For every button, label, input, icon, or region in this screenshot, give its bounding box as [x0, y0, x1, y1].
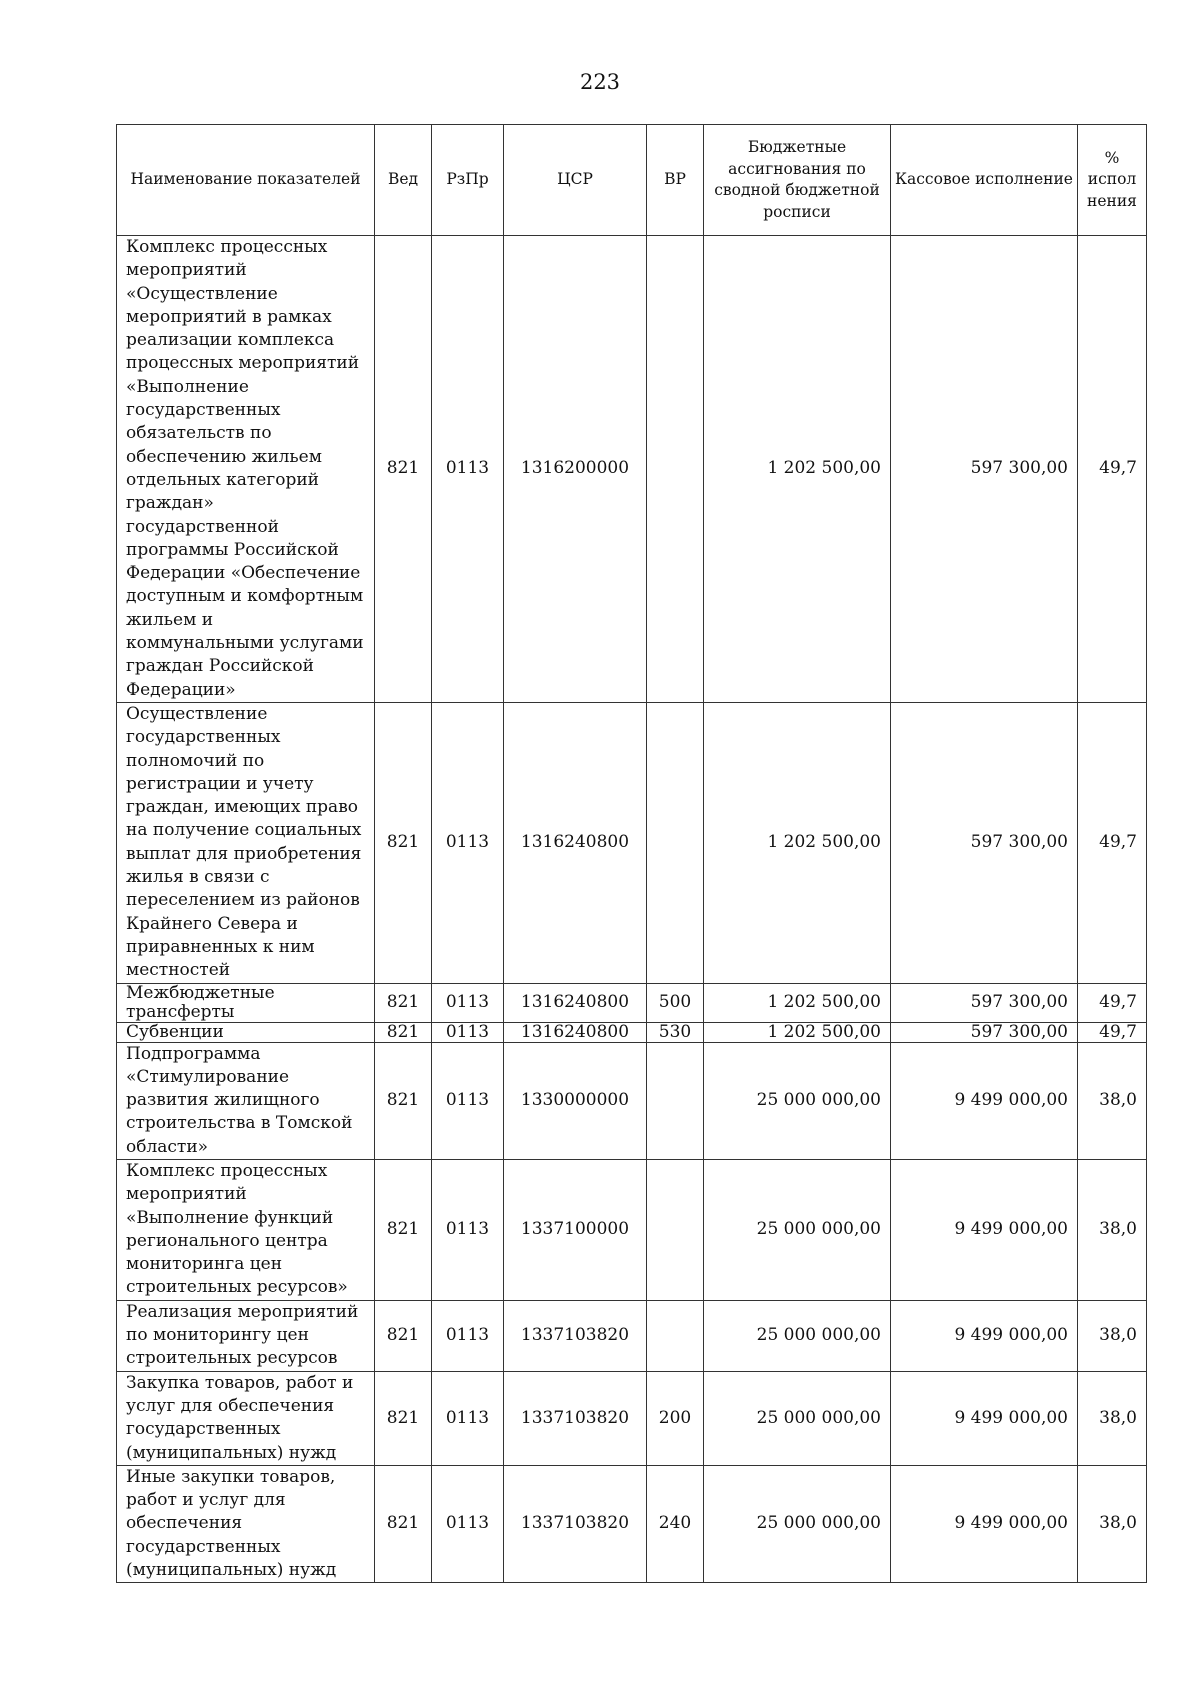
row-csr: 1330000000 — [504, 1042, 647, 1159]
header-vr: ВР — [647, 125, 704, 236]
table-row — [117, 1371, 1147, 1465]
row-rzpr: 0113 — [432, 1371, 504, 1465]
header-csr: ЦСР — [504, 125, 647, 236]
row-percent: 38,0 — [1078, 1465, 1147, 1582]
row-budget: 25 000 000,00 — [704, 1465, 891, 1582]
row-ved: 821 — [375, 1300, 432, 1371]
table-row — [117, 1300, 1147, 1371]
row-rzpr: 0113 — [432, 1159, 504, 1300]
row-csr: 1337103820 — [504, 1371, 647, 1465]
row-rzpr: 0113 — [432, 1300, 504, 1371]
header-budget: Бюджетные ассигнования по сводной бюджетной росписи — [704, 125, 891, 236]
row-ved: 821 — [375, 1022, 432, 1042]
row-name: Подпрограмма «Стимулирование развития жилищного строительства в Томской области» — [117, 1042, 375, 1159]
row-vr: 200 — [647, 1371, 704, 1465]
row-cash: 597 300,00 — [891, 1022, 1078, 1042]
row-budget: 25 000 000,00 — [704, 1159, 891, 1300]
row-vr — [647, 702, 704, 983]
row-name: Комплекс процессных мероприятий «Осуществление мероприятий в рамках реализации комплекса процессных мероприятий «Выполнение государственных обязательств по обеспечению жильем отдельных категорий граждан» государственной программы Российской Федерации «Обеспечение доступным и комфортным жильем и коммунальными услугами граждан Российской Федерации» — [117, 236, 375, 703]
header-cash: Кассовое исполнение — [891, 125, 1078, 236]
row-csr: 1316240800 — [504, 1022, 647, 1042]
row-ved: 821 — [375, 702, 432, 983]
row-rzpr: 0113 — [432, 983, 504, 1022]
row-name: Реализация мероприятий по мониторингу цен строительных ресурсов — [117, 1300, 375, 1371]
row-vr — [647, 1300, 704, 1371]
row-name: Межбюджетные трансферты — [117, 983, 375, 1022]
header-rzpr: РзПр — [432, 125, 504, 236]
row-ved: 821 — [375, 1159, 432, 1300]
row-budget: 25 000 000,00 — [704, 1371, 891, 1465]
table-row — [117, 236, 1147, 703]
row-cash: 597 300,00 — [891, 236, 1078, 703]
header-name: Наименование показателей — [117, 125, 375, 236]
row-csr: 1316240800 — [504, 702, 647, 983]
row-vr: 500 — [647, 983, 704, 1022]
table-row — [117, 702, 1147, 983]
row-ved: 821 — [375, 236, 432, 703]
row-rzpr: 0113 — [432, 1465, 504, 1582]
row-cash: 9 499 000,00 — [891, 1300, 1078, 1371]
row-rzpr: 0113 — [432, 236, 504, 703]
row-budget: 25 000 000,00 — [704, 1300, 891, 1371]
table-row — [117, 983, 1147, 1022]
budget-execution-table — [116, 124, 1147, 1583]
row-percent: 49,7 — [1078, 236, 1147, 703]
row-csr: 1316200000 — [504, 236, 647, 703]
row-csr: 1337100000 — [504, 1159, 647, 1300]
row-ved: 821 — [375, 983, 432, 1022]
header-percent: % испол нения — [1078, 125, 1147, 236]
row-cash: 9 499 000,00 — [891, 1159, 1078, 1300]
row-rzpr: 0113 — [432, 1022, 504, 1042]
row-cash: 597 300,00 — [891, 983, 1078, 1022]
row-percent: 49,7 — [1078, 983, 1147, 1022]
row-vr: 240 — [647, 1465, 704, 1582]
row-vr — [647, 1159, 704, 1300]
header-ved: Вед — [375, 125, 432, 236]
table-row — [117, 1022, 1147, 1042]
row-cash: 597 300,00 — [891, 702, 1078, 983]
row-percent: 38,0 — [1078, 1371, 1147, 1465]
row-name: Иные закупки товаров, работ и услуг для обеспечения государственных (муниципальных) нужд — [117, 1465, 375, 1582]
row-vr — [647, 236, 704, 703]
row-ved: 821 — [375, 1042, 432, 1159]
row-csr: 1337103820 — [504, 1465, 647, 1582]
table-row — [117, 1465, 1147, 1582]
row-name: Осуществление государственных полномочий по регистрации и учету граждан, имеющих право на получение социальных выплат для приобретения жилья в связи с переселением из районов Крайнего Севера и приравненных к ним местностей — [117, 702, 375, 983]
row-budget: 1 202 500,00 — [704, 702, 891, 983]
row-budget: 1 202 500,00 — [704, 236, 891, 703]
row-name: Субвенции — [117, 1022, 375, 1042]
row-percent: 49,7 — [1078, 702, 1147, 983]
row-cash: 9 499 000,00 — [891, 1371, 1078, 1465]
row-cash: 9 499 000,00 — [891, 1042, 1078, 1159]
row-rzpr: 0113 — [432, 1042, 504, 1159]
page-number: 223 — [579, 70, 621, 94]
table-header-row — [117, 125, 1147, 236]
row-percent: 38,0 — [1078, 1042, 1147, 1159]
row-cash: 9 499 000,00 — [891, 1465, 1078, 1582]
row-csr: 1337103820 — [504, 1300, 647, 1371]
row-vr — [647, 1042, 704, 1159]
row-budget: 1 202 500,00 — [704, 983, 891, 1022]
table-row — [117, 1042, 1147, 1159]
row-ved: 821 — [375, 1465, 432, 1582]
row-name: Комплекс процессных мероприятий «Выполнение функций регионального центра мониторинга цен строительных ресурсов» — [117, 1159, 375, 1300]
row-rzpr: 0113 — [432, 702, 504, 983]
row-name: Закупка товаров, работ и услуг для обеспечения государственных (муниципальных) нужд — [117, 1371, 375, 1465]
row-ved: 821 — [375, 1371, 432, 1465]
row-csr: 1316240800 — [504, 983, 647, 1022]
row-vr: 530 — [647, 1022, 704, 1042]
row-budget: 1 202 500,00 — [704, 1022, 891, 1042]
table-row — [117, 1159, 1147, 1300]
row-percent: 38,0 — [1078, 1159, 1147, 1300]
row-percent: 49,7 — [1078, 1022, 1147, 1042]
row-percent: 38,0 — [1078, 1300, 1147, 1371]
row-budget: 25 000 000,00 — [704, 1042, 891, 1159]
